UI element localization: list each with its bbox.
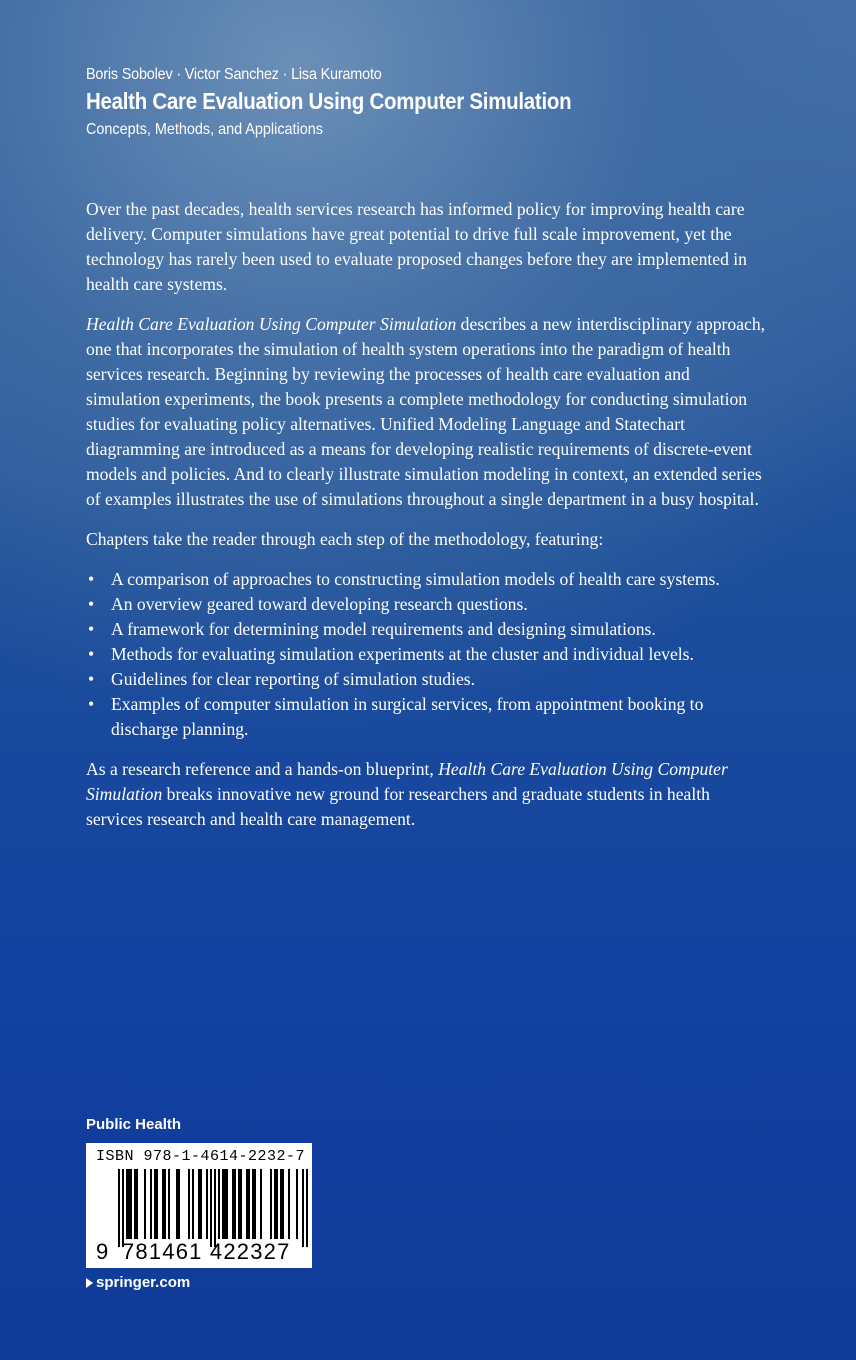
barcode-bar xyxy=(288,1169,290,1239)
bullet-icon: • xyxy=(88,594,95,614)
barcode-guard-bar xyxy=(122,1169,124,1247)
barcode-bar xyxy=(162,1169,164,1239)
isbn-label: ISBN 978-1-4614-2232-7 xyxy=(96,1148,306,1165)
barcode-bar xyxy=(188,1169,190,1239)
blurb-paragraph-4-start: As a research reference and a hands-on blueprint, xyxy=(86,759,439,779)
bullet-icon: • xyxy=(88,569,95,589)
barcode-guard-bar xyxy=(302,1169,304,1247)
blurb-paragraph-4 xyxy=(86,757,766,832)
barcode-bar xyxy=(240,1169,242,1239)
list-item-text: Methods for evaluating simulation experiments at the cluster and individual levels. xyxy=(111,644,694,664)
barcode-bar xyxy=(274,1169,276,1239)
list-item xyxy=(86,667,766,692)
book-title: Health Care Evaluation Using Computer Simulation xyxy=(86,88,572,114)
barcode-bar xyxy=(260,1169,262,1239)
barcode-bar xyxy=(282,1169,284,1239)
bullet-icon: • xyxy=(88,619,95,639)
barcode-bar xyxy=(276,1169,278,1239)
barcode-bar xyxy=(200,1169,202,1239)
list-item xyxy=(86,692,766,742)
list-item-text: Guidelines for clear reporting of simulation studies. xyxy=(111,669,476,689)
barcode-guard-bar xyxy=(210,1169,212,1247)
barcode-bar xyxy=(206,1169,208,1239)
blurb-paragraph-2 xyxy=(86,312,766,512)
barcode-bar xyxy=(224,1169,226,1239)
isbn-barcode xyxy=(86,1143,312,1268)
list-item xyxy=(86,592,766,617)
title-reference: Health Care Evaluation Using Computer Simulation xyxy=(86,759,728,804)
barcode-bar xyxy=(154,1169,156,1239)
barcode-bar xyxy=(234,1169,236,1239)
blurb-paragraph-4-end: breaks innovative new ground for researchers and graduate students in health services research and health care management. xyxy=(86,784,710,829)
barcode-bar xyxy=(168,1169,170,1239)
barcode-guard-bar xyxy=(306,1169,308,1247)
list-item-text: A framework for determining model requirements and designing simulations. xyxy=(111,619,656,639)
blurb-paragraph-1: Over the past decades, health services research has informed policy for improving health care delivery. Computer simulations have great potential to drive full scale improvement, yet the technology has rarely been used to evaluate proposed changes before they are implemented in health care systems. xyxy=(86,199,747,294)
triangle-arrow-icon xyxy=(86,1278,93,1288)
barcode-bar xyxy=(222,1169,224,1239)
list-item-text: A comparison of approaches to constructing simulation models of health care systems. xyxy=(111,569,720,589)
blurb xyxy=(86,197,766,847)
barcode-bar xyxy=(246,1169,248,1239)
barcode-bar xyxy=(218,1169,220,1239)
barcode-bar xyxy=(178,1169,180,1239)
ean-digits: 781461 422327 xyxy=(122,1239,291,1264)
barcode-bar xyxy=(232,1169,234,1239)
list-item xyxy=(86,642,766,667)
blurb-paragraph-3: Chapters take the reader through each step of the methodology, featuring: xyxy=(86,529,604,549)
bullet-icon: • xyxy=(88,669,95,689)
barcode-bar xyxy=(134,1169,136,1239)
barcode-bar xyxy=(198,1169,200,1239)
barcode-bar xyxy=(248,1169,250,1239)
barcode-bar xyxy=(252,1169,254,1239)
list-item-text: Examples of computer simulation in surgical services, from appointment booking to discharge planning. xyxy=(111,694,704,739)
blurb-paragraph-2-text: describes a new interdisciplinary approach, one that incorporates the simulation of health system operations into the paradigm of health services research. Beginning by reviewing the processes of health care evaluation and simulation experiments, the book presents a complete methodology for conducting simulation studies for evaluating policy alternatives. Unified Modeling Language and Statechart diagramming are introduced as a means for developing realistic requirements of discrete-event models and policies. And to clearly illustrate simulation modeling in context, an extended series of examples illustrates the use of simulations throughout a single department in a busy hospital. xyxy=(86,314,766,509)
barcode-bar xyxy=(254,1169,256,1239)
bullet-icon: • xyxy=(88,694,95,714)
barcode-guard-bar xyxy=(118,1169,120,1247)
list-item xyxy=(86,567,766,592)
barcode-bar xyxy=(126,1169,128,1239)
barcode-guard-bar xyxy=(214,1169,216,1247)
barcode-bar xyxy=(176,1169,178,1239)
barcode-bar xyxy=(164,1169,166,1239)
barcode-bar xyxy=(144,1169,146,1239)
ean-first-digit: 9 xyxy=(96,1239,109,1264)
subject-category: Public Health xyxy=(86,1116,182,1133)
publisher-url: springer.com xyxy=(96,1274,191,1291)
barcode-bar xyxy=(156,1169,158,1239)
barcode-bar xyxy=(128,1169,130,1239)
authors: Boris Sobolev · Victor Sanchez · Lisa Kuramoto xyxy=(86,66,382,83)
barcode-bar xyxy=(150,1169,152,1239)
barcode-bar xyxy=(136,1169,138,1239)
list-item-text: An overview geared toward developing research questions. xyxy=(111,594,528,614)
barcode-bar xyxy=(270,1169,272,1239)
publisher-link[interactable] xyxy=(86,1274,190,1291)
book-subtitle: Concepts, Methods, and Applications xyxy=(86,121,323,138)
bullet-icon: • xyxy=(88,644,95,664)
barcode-bar xyxy=(192,1169,194,1239)
barcode-bar xyxy=(226,1169,228,1239)
barcode-bar xyxy=(280,1169,282,1239)
barcode-bar xyxy=(296,1169,298,1239)
list-item xyxy=(86,617,766,642)
cover-header xyxy=(86,66,786,139)
barcode-bar xyxy=(130,1169,132,1239)
feature-list xyxy=(86,567,766,742)
barcode-bar xyxy=(238,1169,240,1239)
title-reference: Health Care Evaluation Using Computer Simulation xyxy=(86,314,457,334)
